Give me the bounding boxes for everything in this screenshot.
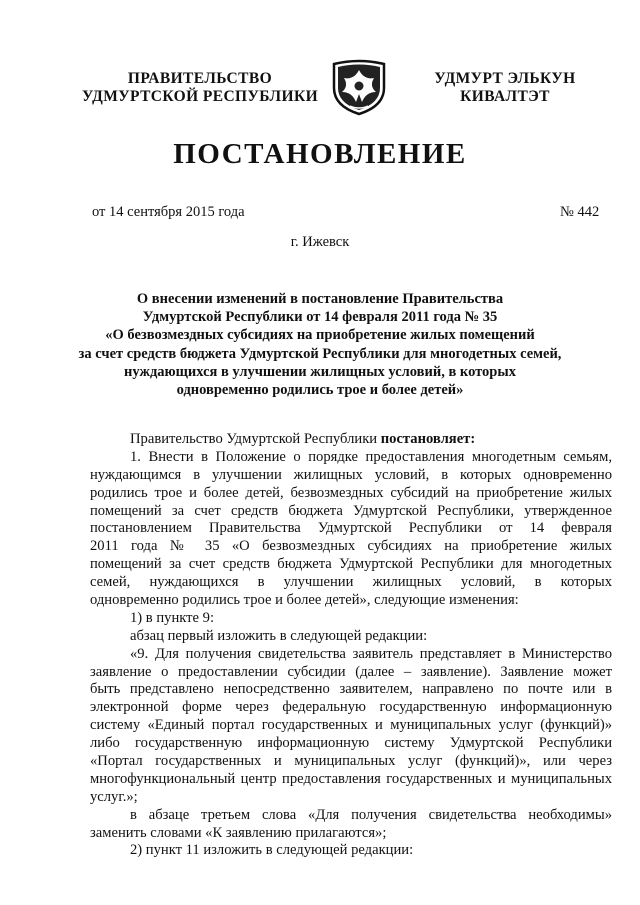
body-line: «Портал государственных и муниципальных услуг (функций)», или через [90, 753, 612, 770]
government-name-line1: ПРАВИТЕЛЬСТВО [127, 70, 273, 87]
body-intro [90, 431, 612, 449]
subject-line: Удмуртской Республики от 14 февраля 2011 года № 35 [142, 309, 498, 326]
body-line: 2) пункт 11 изложить в следующей редакции: [130, 842, 414, 859]
body-line: многофункциональный центр предоставления государственных и муниципальных [90, 770, 612, 787]
government-name-line2: УДМУРТСКОЙ РЕСПУБЛИКИ [81, 88, 319, 105]
document-subject [60, 290, 580, 399]
body-line: 1. Внести в Положение о порядке предоставления многодетным семьям, [130, 448, 612, 465]
document-city: г. Ижевск [290, 234, 350, 250]
body-line: помещений за счет средств бюджета Удмуртской Республики для многодетных [90, 556, 612, 573]
body-line: 2011 года № 35 «О безвозмездных субсидиях на приобретение жилых [90, 538, 612, 555]
body-line: нуждающимся в улучшении жилищных условий, в которых одновременно [90, 466, 612, 483]
government-name-udmurt-line1: УДМУРТ ЭЛЬКУН [434, 70, 576, 87]
body-line: либо государственную информационную систему Удмуртской Республики [90, 735, 612, 752]
body-line: заменить словами «К заявлению прилагаются»; [90, 824, 387, 841]
body-line: семей, нуждающихся в улучшении жилищных условий, в которых [90, 574, 612, 591]
body-line: быть представлено непосредственно заявителем, направлено по почте или в [90, 681, 612, 698]
body-line: постановлением Правительства Удмуртской Республики от 14 февраля [90, 520, 612, 537]
document-title: ПОСТАНОВЛЕНИЕ [173, 138, 467, 170]
subject-line: О внесении изменений в постановление Правительства [136, 291, 504, 307]
subject-line: за счет средств бюджета Удмуртской Республики для многодетных семей, [78, 345, 562, 362]
subject-line: «О безвозмездных субсидиях на приобретение жилых помещений [105, 327, 535, 344]
body-line: «9. Для получения свидетельства заявитель представляет в Министерство [130, 645, 612, 662]
document-number: № 442 [560, 204, 600, 220]
subject-line: нуждающихся в улучшении жилищных условий, в которых [124, 363, 516, 380]
body-line: услуг.»; [90, 788, 138, 805]
body-line: систему «Единый портал государственных и муниципальных услуг (функций)» [90, 717, 612, 734]
government-name-udmurt-line2: КИВАЛТЭТ [460, 88, 550, 105]
intro-text: Правительство Удмуртской Республики [130, 431, 381, 447]
document-date: от 14 сентября 2015 года [92, 204, 245, 220]
udmurt-coat-of-arms-icon [328, 58, 390, 116]
body-line: заявление о предоставлении субсидии (далее – заявление). Заявление может [90, 663, 612, 680]
intro-bold-text: постановляет: [380, 431, 476, 447]
government-name-udmurt [420, 70, 590, 106]
body-line: абзац первый изложить в следующей редакции: [130, 627, 428, 644]
body-line: родились трое и более детей, безвозмездных субсидий на приобретение жилых [90, 484, 612, 501]
subject-line: одновременно родились трое и более детей» [176, 382, 464, 399]
document-body [90, 431, 612, 860]
body-line: помещений за счет средств бюджета Удмуртской Республики, утвержденное [90, 502, 612, 519]
body-line: электронной форме через федеральную государственную информационную [90, 699, 612, 716]
body-line: в абзаце третьем слова «Для получения свидетельства необходимы» [130, 806, 612, 823]
body-line: 1) в пункте 9: [130, 609, 215, 626]
government-name-russian [80, 70, 320, 106]
body-line: одновременно родились трое и более детей», следующие изменения: [90, 592, 519, 609]
